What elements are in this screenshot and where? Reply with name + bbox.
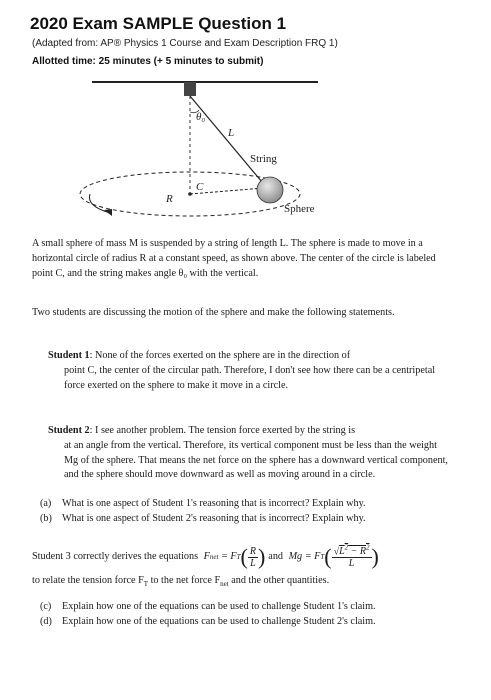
center-label: C xyxy=(196,181,204,193)
string-label: String xyxy=(250,153,277,165)
equation-and: and xyxy=(268,550,284,562)
question-letter: (c) xyxy=(40,601,52,612)
arrow-head xyxy=(104,209,112,216)
equation-1: F net = F T ( $\frac{R}{L}$ ) xyxy=(201,544,266,569)
question-b xyxy=(40,512,460,527)
conical-pendulum-diagram xyxy=(0,70,491,230)
question-d xyxy=(40,615,460,630)
question-a xyxy=(40,497,460,512)
question-c xyxy=(40,600,460,615)
angle-label: θ₀ xyxy=(196,111,206,123)
student-3-outro: to relate the tension force $F_T$ to the net force $F_{net}$ and the other quantities. xyxy=(32,575,330,589)
center-point xyxy=(188,192,192,196)
questions-cd xyxy=(40,600,460,630)
radius-label: R xyxy=(166,193,173,205)
question-text: What is one aspect of Student 2's reasoning that is incorrect? Explain why. xyxy=(62,512,366,524)
student-2-statement xyxy=(48,424,453,483)
student-1-label: Student 1 xyxy=(48,350,90,361)
student-1-rest: point C, the center of the circular path. Therefore, I don't see how there can be a centripetal force exerted on the sphere to make it move in a circle. xyxy=(64,364,436,391)
student-1-statement xyxy=(48,349,453,393)
question-text: What is one aspect of Student 1's reasoning that is incorrect? Explain why. xyxy=(62,498,366,509)
student-2-rest: at an angle from the vertical. Therefore, its vertical component must be less than the weight Mg of the sphere. That means the net force on the sphere has a downward vertical component, and the sphere should move downward as well as moving around in a circle. xyxy=(64,439,448,481)
question-text: Explain how one of the equations can be used to challenge Student 1's claim. xyxy=(62,601,376,612)
allotted-time: Allotted time: 25 minutes (+ 5 minutes to submit) xyxy=(32,56,264,67)
problem-description: A small sphere of mass M is suspended by a string of length L. The sphere is made to move in a horizontal circle of radius R at a constant speed, as shown above. The center of the circle is labeled point C, and the string makes angle θ₀ with the vertical. xyxy=(32,238,436,279)
student-2-label: Student 2 xyxy=(48,425,90,436)
sphere-label: Sphere xyxy=(284,203,315,215)
source-note: (Adapted from: AP® Physics 1 Course and Exam Description FRQ 1) xyxy=(32,38,338,49)
equation-2: Mg = F T ( $\frac{√L^2 - R^2}{L}$ ) xyxy=(286,543,379,570)
question-text: Explain how one of the equations can be used to challenge Student 2's claim. xyxy=(62,615,376,627)
student-1-line1: : None of the forces exerted on the sphere are in the direction of xyxy=(89,350,351,361)
string-line xyxy=(190,96,262,182)
student-3-section xyxy=(32,540,462,589)
length-label: L xyxy=(228,127,235,139)
page-title: 2020 Exam SAMPLE Question 1 xyxy=(30,14,287,33)
student-2-line1: : I see another problem. The tension force exerted by the string is xyxy=(89,425,356,436)
equation-line xyxy=(32,540,462,574)
question-letter: (b) xyxy=(40,512,52,524)
questions-ab xyxy=(40,497,460,527)
sphere xyxy=(257,177,283,203)
pivot-block xyxy=(184,82,196,96)
question-letter: (d) xyxy=(40,615,52,627)
students-intro: Two students are discussing the motion of the sphere and make the following statements. xyxy=(32,307,395,318)
question-letter: (a) xyxy=(40,498,52,509)
student-3-intro: Student 3 correctly derives the equations xyxy=(32,550,199,562)
